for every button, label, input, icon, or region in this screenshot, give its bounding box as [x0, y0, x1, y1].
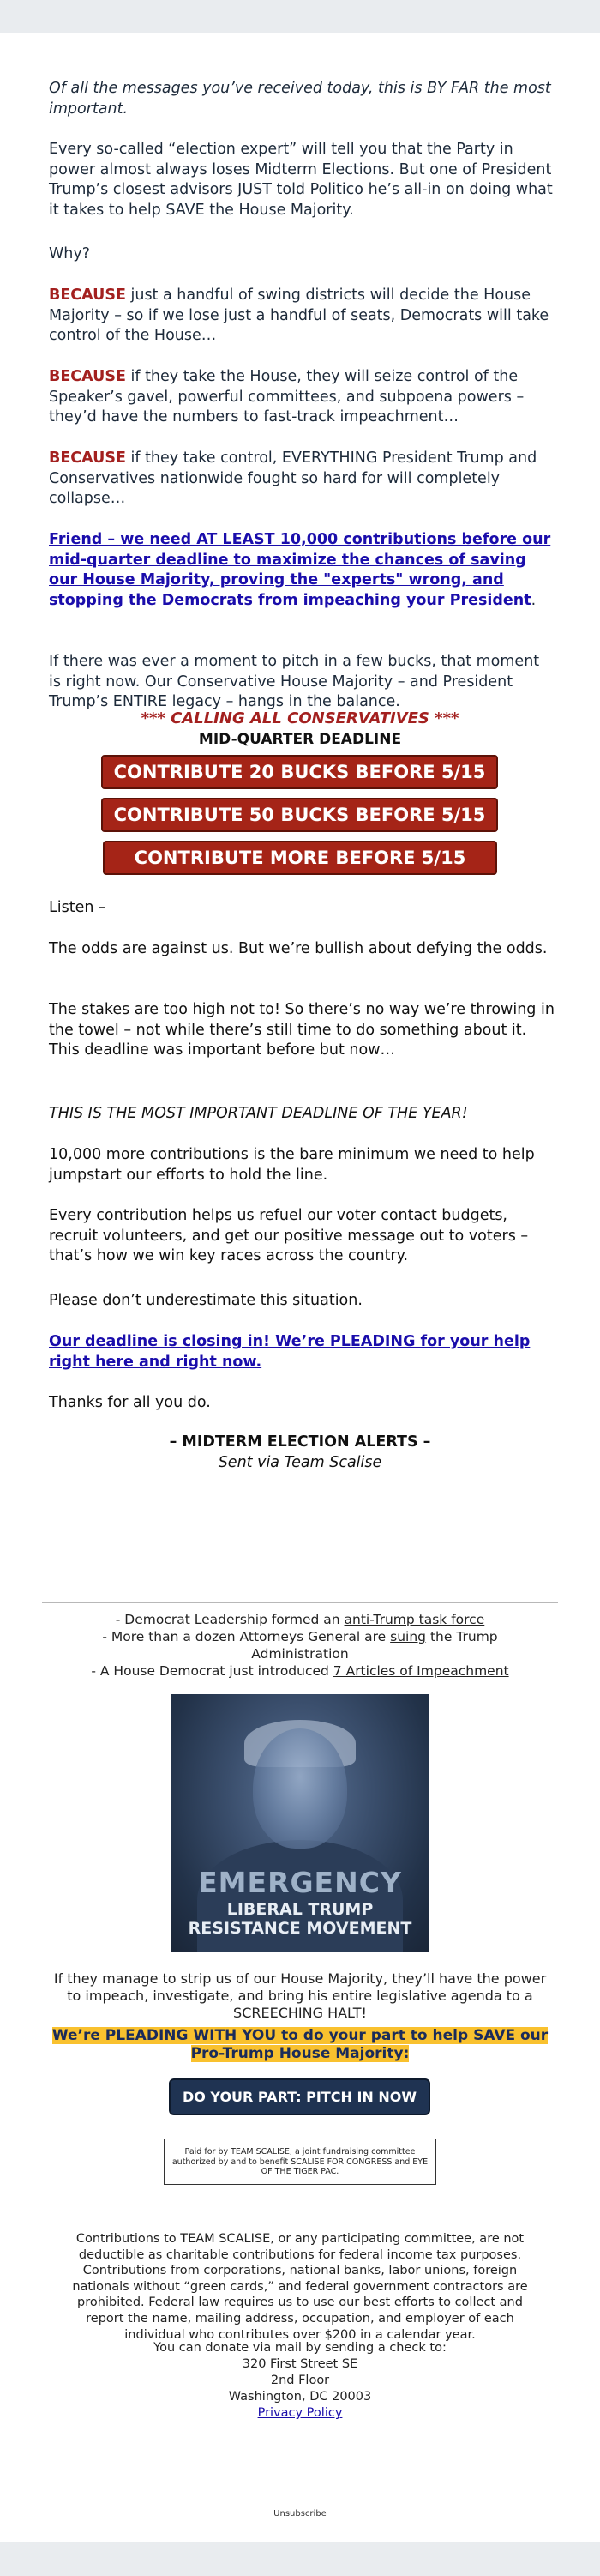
- hero-subtitle-line-1: LIBERAL TRUMP: [226, 1900, 374, 1919]
- emergency-hero-image[interactable]: [171, 1694, 429, 1952]
- para-because-3: [49, 449, 555, 510]
- para-listen: Listen –: [49, 899, 106, 916]
- hero-subtitle-line-2: RESISTANCE MOVEMENT: [188, 1919, 412, 1938]
- hero-figure-face: [253, 1728, 347, 1849]
- section-divider: [42, 1602, 558, 1603]
- because-word: BECAUSE: [49, 368, 126, 385]
- signature-sub: Sent via Team Scalise: [218, 1454, 382, 1471]
- signature-title: – MIDTERM ELECTION ALERTS –: [169, 1433, 431, 1451]
- because-2-text: if they take the House, they will seize control of the Speaker’s gavel, powerful committees, and subpoena powers – they’d have the numbers to fast-track impeachment…: [49, 368, 525, 426]
- paid-for-disclaimer: Paid for by TEAM SCALISE, a joint fundraising committee authorized by and to benefit SCALISE FOR CONGRESS and EYE OF THE TIGER PAC.: [164, 2139, 436, 2185]
- para-every: Every contribution helps us refuel our voter contact budgets, recruit volunteers, and get our positive message out to voters – that’s how we win key races across the country.: [49, 1207, 529, 1265]
- closing-link[interactable]: Our deadline is closing in! We’re PLEADING for your help right here and right now.: [49, 1333, 531, 1371]
- para-because-1: [49, 286, 555, 347]
- address-line-1: 320 First Street SE: [242, 2357, 358, 2371]
- bullet-suing: [90, 1628, 510, 1662]
- friend-contribution-link[interactable]: Friend – we need AT LEAST 10,000 contributions before our mid-quarter deadline to maximize the chances of saving our House Majority, proving the "experts" wrong, and stopping the Democrats from impeaching your President: [49, 531, 551, 609]
- because-3-text: if they take control, EVERYTHING President Trump and Conservatives nationwide fought so hard for will completely collapse…: [49, 449, 537, 508]
- bullet-2-post: the Trump Administration: [251, 1629, 498, 1662]
- address-line-3: Washington, DC 20003: [228, 2390, 372, 2404]
- contribute-20-button[interactable]: CONTRIBUTE 20 BUCKS BEFORE 5/15: [101, 755, 498, 789]
- email-bottom-bar: [0, 2542, 600, 2576]
- suing-link[interactable]: suing: [390, 1629, 427, 1644]
- pitch-in-now-button[interactable]: DO YOUR PART: PITCH IN NOW: [169, 2078, 430, 2115]
- para-thanks: Thanks for all you do.: [49, 1394, 211, 1411]
- because-word: BECAUSE: [49, 287, 126, 304]
- because-1-text: just a handful of swing districts will decide the House Majority – so if we lose just a handful of seats, Democrats will take control of the House…: [49, 287, 549, 345]
- pleading-text: We’re PLEADING WITH YOU to do your part to help SAVE our Pro-Trump House Majority:: [51, 2027, 549, 2062]
- hero-subtitle: [171, 1900, 429, 1938]
- email-top-bar: [0, 0, 600, 33]
- para-odds: The odds are against us. But we’re bullish about defying the odds.: [49, 940, 548, 957]
- bullet-task-force: [51, 1611, 549, 1628]
- contribute-more-button[interactable]: CONTRIBUTE MORE BEFORE 5/15: [103, 841, 497, 875]
- task-force-link[interactable]: anti-Trump task force: [344, 1612, 485, 1627]
- impeachment-link[interactable]: 7 Articles of Impeachment: [333, 1663, 509, 1679]
- bullet-3-text: - A House Democrat just introduced: [91, 1663, 333, 1679]
- para-expert: Every so-called “election expert” will tell you that the Party in power almost always loses Midterm Elections. But one of President Trump’s closest advisors JUST told Politico he’s all-in on doing what it takes to help SAVE the House Majority.: [49, 141, 553, 219]
- para-stakes: The stakes are too high not to! So there’s no way we’re throwing in the towel – not while there’s still time to do something about it. This deadline was important before but now…: [49, 1001, 555, 1059]
- para-most-important: THIS IS THE MOST IMPORTANT DEADLINE OF THE YEAR!: [49, 1105, 468, 1122]
- para-underestimate: Please don’t underestimate this situation.: [49, 1292, 363, 1309]
- address-line-2: 2nd Floor: [270, 2374, 330, 2387]
- privacy-policy-row: [69, 2405, 531, 2422]
- bullet-2-text: - More than a dozen Attorneys General are: [102, 1629, 391, 1644]
- contribute-50-button[interactable]: CONTRIBUTE 50 BUCKS BEFORE 5/15: [101, 798, 498, 832]
- deadline-title: MID-QUARTER DEADLINE: [198, 731, 402, 748]
- para-closing: [49, 1332, 555, 1372]
- hero-title: EMERGENCY: [198, 1866, 402, 1899]
- para-friend: [49, 530, 555, 611]
- calling-all-conservatives: *** CALLING ALL CONSERVATIVES ***: [141, 709, 459, 727]
- para-moment: If there was ever a moment to pitch in a few bucks, that moment is right now. Our Conservative House Majority – and President Trump’s ENTIRE legacy – hangs in the balance.: [49, 653, 540, 711]
- para-why: Why?: [49, 245, 91, 262]
- bullet-impeachment: [51, 1662, 549, 1680]
- footer-legal: Contributions to TEAM SCALISE, or any participating committee, are not deductible as charitable contributions for federal income tax purposes. Contributions from corporations, national banks, labor unions, foreign nationals without “green cards,” and federal government contractors are prohibited. Federal law requires us to use our best efforts to collect and report the name, mailing address, occupation, and employer of each individual who contributes over $200 in a calendar year.: [72, 2232, 528, 2342]
- privacy-policy-link[interactable]: Privacy Policy: [257, 2406, 343, 2420]
- because-word: BECAUSE: [49, 449, 126, 467]
- friend-period: .: [531, 591, 537, 609]
- bullet-1-text: - Democrat Leadership formed an: [115, 1612, 345, 1627]
- para-because-2: [49, 367, 555, 428]
- mail-intro: You can donate via mail by sending a check to:: [153, 2341, 447, 2355]
- unsubscribe-link[interactable]: Unsubscribe: [273, 2509, 327, 2519]
- pleading-highlight: [43, 2027, 557, 2063]
- para-minimum: 10,000 more contributions is the bare minimum we need to help jumpstart our efforts to hold the line.: [49, 1146, 535, 1184]
- intro-italic: Of all the messages you’ve received today, this is BY FAR the most important.: [49, 80, 551, 118]
- para-strip: If they manage to strip us of our House Majority, they’ll have the power to impeach, investigate, and bring his entire legislative agenda to a SCREECHING HALT!: [53, 1970, 547, 2021]
